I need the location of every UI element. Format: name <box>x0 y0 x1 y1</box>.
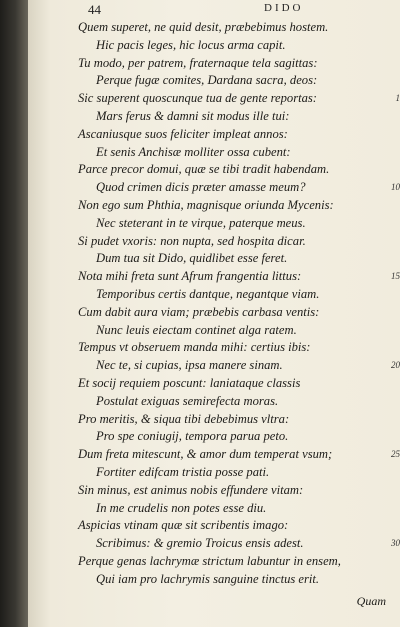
verse-text: Pro meritis, & siqua tibi debebimus vltra: <box>78 411 290 426</box>
line-number-marker: 20 <box>391 360 400 371</box>
verse-text: Temporibus certis dantque, negantque viam. <box>96 286 320 301</box>
verse-line <box>78 446 400 464</box>
line-number-marker: 10 <box>391 182 400 193</box>
verse-line <box>78 179 400 197</box>
verse-text: Nota mihi freta sunt Afrum frangentia littus: <box>78 269 302 284</box>
verse-text: In me crudelis non potes esse diu. <box>96 500 267 515</box>
verse-line <box>78 339 400 357</box>
verse-line <box>78 161 400 179</box>
verse-line <box>78 55 400 73</box>
verse-line <box>78 72 400 90</box>
verse-block <box>78 19 400 589</box>
verse-text: Mars ferus & damni sit modus ille tui: <box>96 108 290 123</box>
verse-text: Perque fugæ comites, Dardana sacra, deos: <box>96 73 318 88</box>
verse-line <box>78 286 400 304</box>
verse-line <box>78 464 400 482</box>
catchword: Quam <box>356 594 386 608</box>
verse-line <box>78 357 400 375</box>
verse-text: Hic pacis leges, hic locus arma capit. <box>96 37 286 52</box>
verse-text: Quem superet, ne quid desit, præbebimus hostem. <box>78 20 329 34</box>
verse-line <box>78 571 400 589</box>
verse-text: Sic superent quoscunque tua de gente reportas: <box>78 91 317 106</box>
line-number-marker: 15 <box>391 271 400 282</box>
verse-line <box>78 250 400 268</box>
verse-text: Dum tua sit Dido, quidlibet esse feret. <box>96 251 288 266</box>
verse-text: Sin minus, est animus nobis effundere vitam: <box>78 482 304 497</box>
verse-text: Nunc leuis eiectam continet alga ratem. <box>96 322 297 337</box>
verse-line <box>78 108 400 126</box>
verse-text: Tu modo, per patrem, fraternaque tela sagittas: <box>78 55 318 70</box>
book-gutter <box>0 0 28 627</box>
verse-line <box>78 19 400 37</box>
verse-text: Parce precor domui, quæ se tibi tradit habendam. <box>78 162 330 177</box>
verse-line <box>78 535 400 553</box>
verse-line <box>78 215 400 233</box>
page-number: 44 <box>88 2 101 17</box>
verse-text: Fortiter edifcam tristia posse pati. <box>96 464 270 479</box>
verse-text: Ascaniusque suos feliciter impleat annos: <box>78 126 288 141</box>
verse-text: Scribimus: & gremio Troicus ensis adest. <box>96 536 304 551</box>
verse-text: Quod crimen dicis præter amasse meum? <box>96 180 306 195</box>
verse-line <box>78 37 400 55</box>
page-header <box>88 2 400 18</box>
verse-text: Tempus vt obseruem manda mihi: certius ibis: <box>78 340 311 355</box>
verse-text: Perque genas lachrymæ strictum labuntur in ensem, <box>78 553 341 568</box>
verse-line <box>78 197 400 215</box>
verse-line <box>78 233 400 251</box>
verse-text: Pro spe coniugij, tempora parua peto. <box>96 429 289 444</box>
verse-text: Et senis Anchisæ molliter ossa cubent: <box>96 144 291 159</box>
line-number-marker: 1 <box>395 93 400 104</box>
verse-line <box>78 126 400 144</box>
verse-line <box>78 482 400 500</box>
line-number-marker: 30 <box>391 538 400 549</box>
verse-line <box>78 393 400 411</box>
verse-line <box>78 144 400 162</box>
verse-line <box>78 375 400 393</box>
book-page <box>28 0 400 627</box>
verse-text: Nec steterant in te virque, paterque meus. <box>96 215 306 230</box>
verse-text: Aspicias vtinam quæ sit scribentis imago: <box>78 518 289 533</box>
verse-text: Dum freta mitescunt, & amor dum temperat vsum; <box>78 447 333 462</box>
verse-line <box>78 500 400 518</box>
verse-line <box>78 90 400 108</box>
verse-text: Qui iam pro lachrymis sanguine tinctus erit. <box>96 571 320 586</box>
running-head: DIDO <box>264 2 304 14</box>
verse-line <box>78 428 400 446</box>
verse-text: Nec te, si cupias, ipsa manere sinam. <box>96 358 283 373</box>
verse-text: Non ego sum Phthia, magnisque oriunda Mycenis: <box>78 197 334 212</box>
verse-line <box>78 517 400 535</box>
verse-text: Si pudet vxoris: non nupta, sed hospita dicar. <box>78 233 306 248</box>
verse-line <box>78 411 400 429</box>
line-number-marker: 25 <box>391 449 400 460</box>
verse-text: Cum dabit aura viam; præbebis carbasa ventis: <box>78 304 320 319</box>
verse-text: Et socij requiem poscunt: laniataque classis <box>78 375 301 390</box>
verse-line <box>78 304 400 322</box>
verse-line <box>78 268 400 286</box>
verse-text: Postulat exiguas semirefecta moras. <box>96 393 279 408</box>
verse-line <box>78 322 400 340</box>
verse-line <box>78 553 400 571</box>
